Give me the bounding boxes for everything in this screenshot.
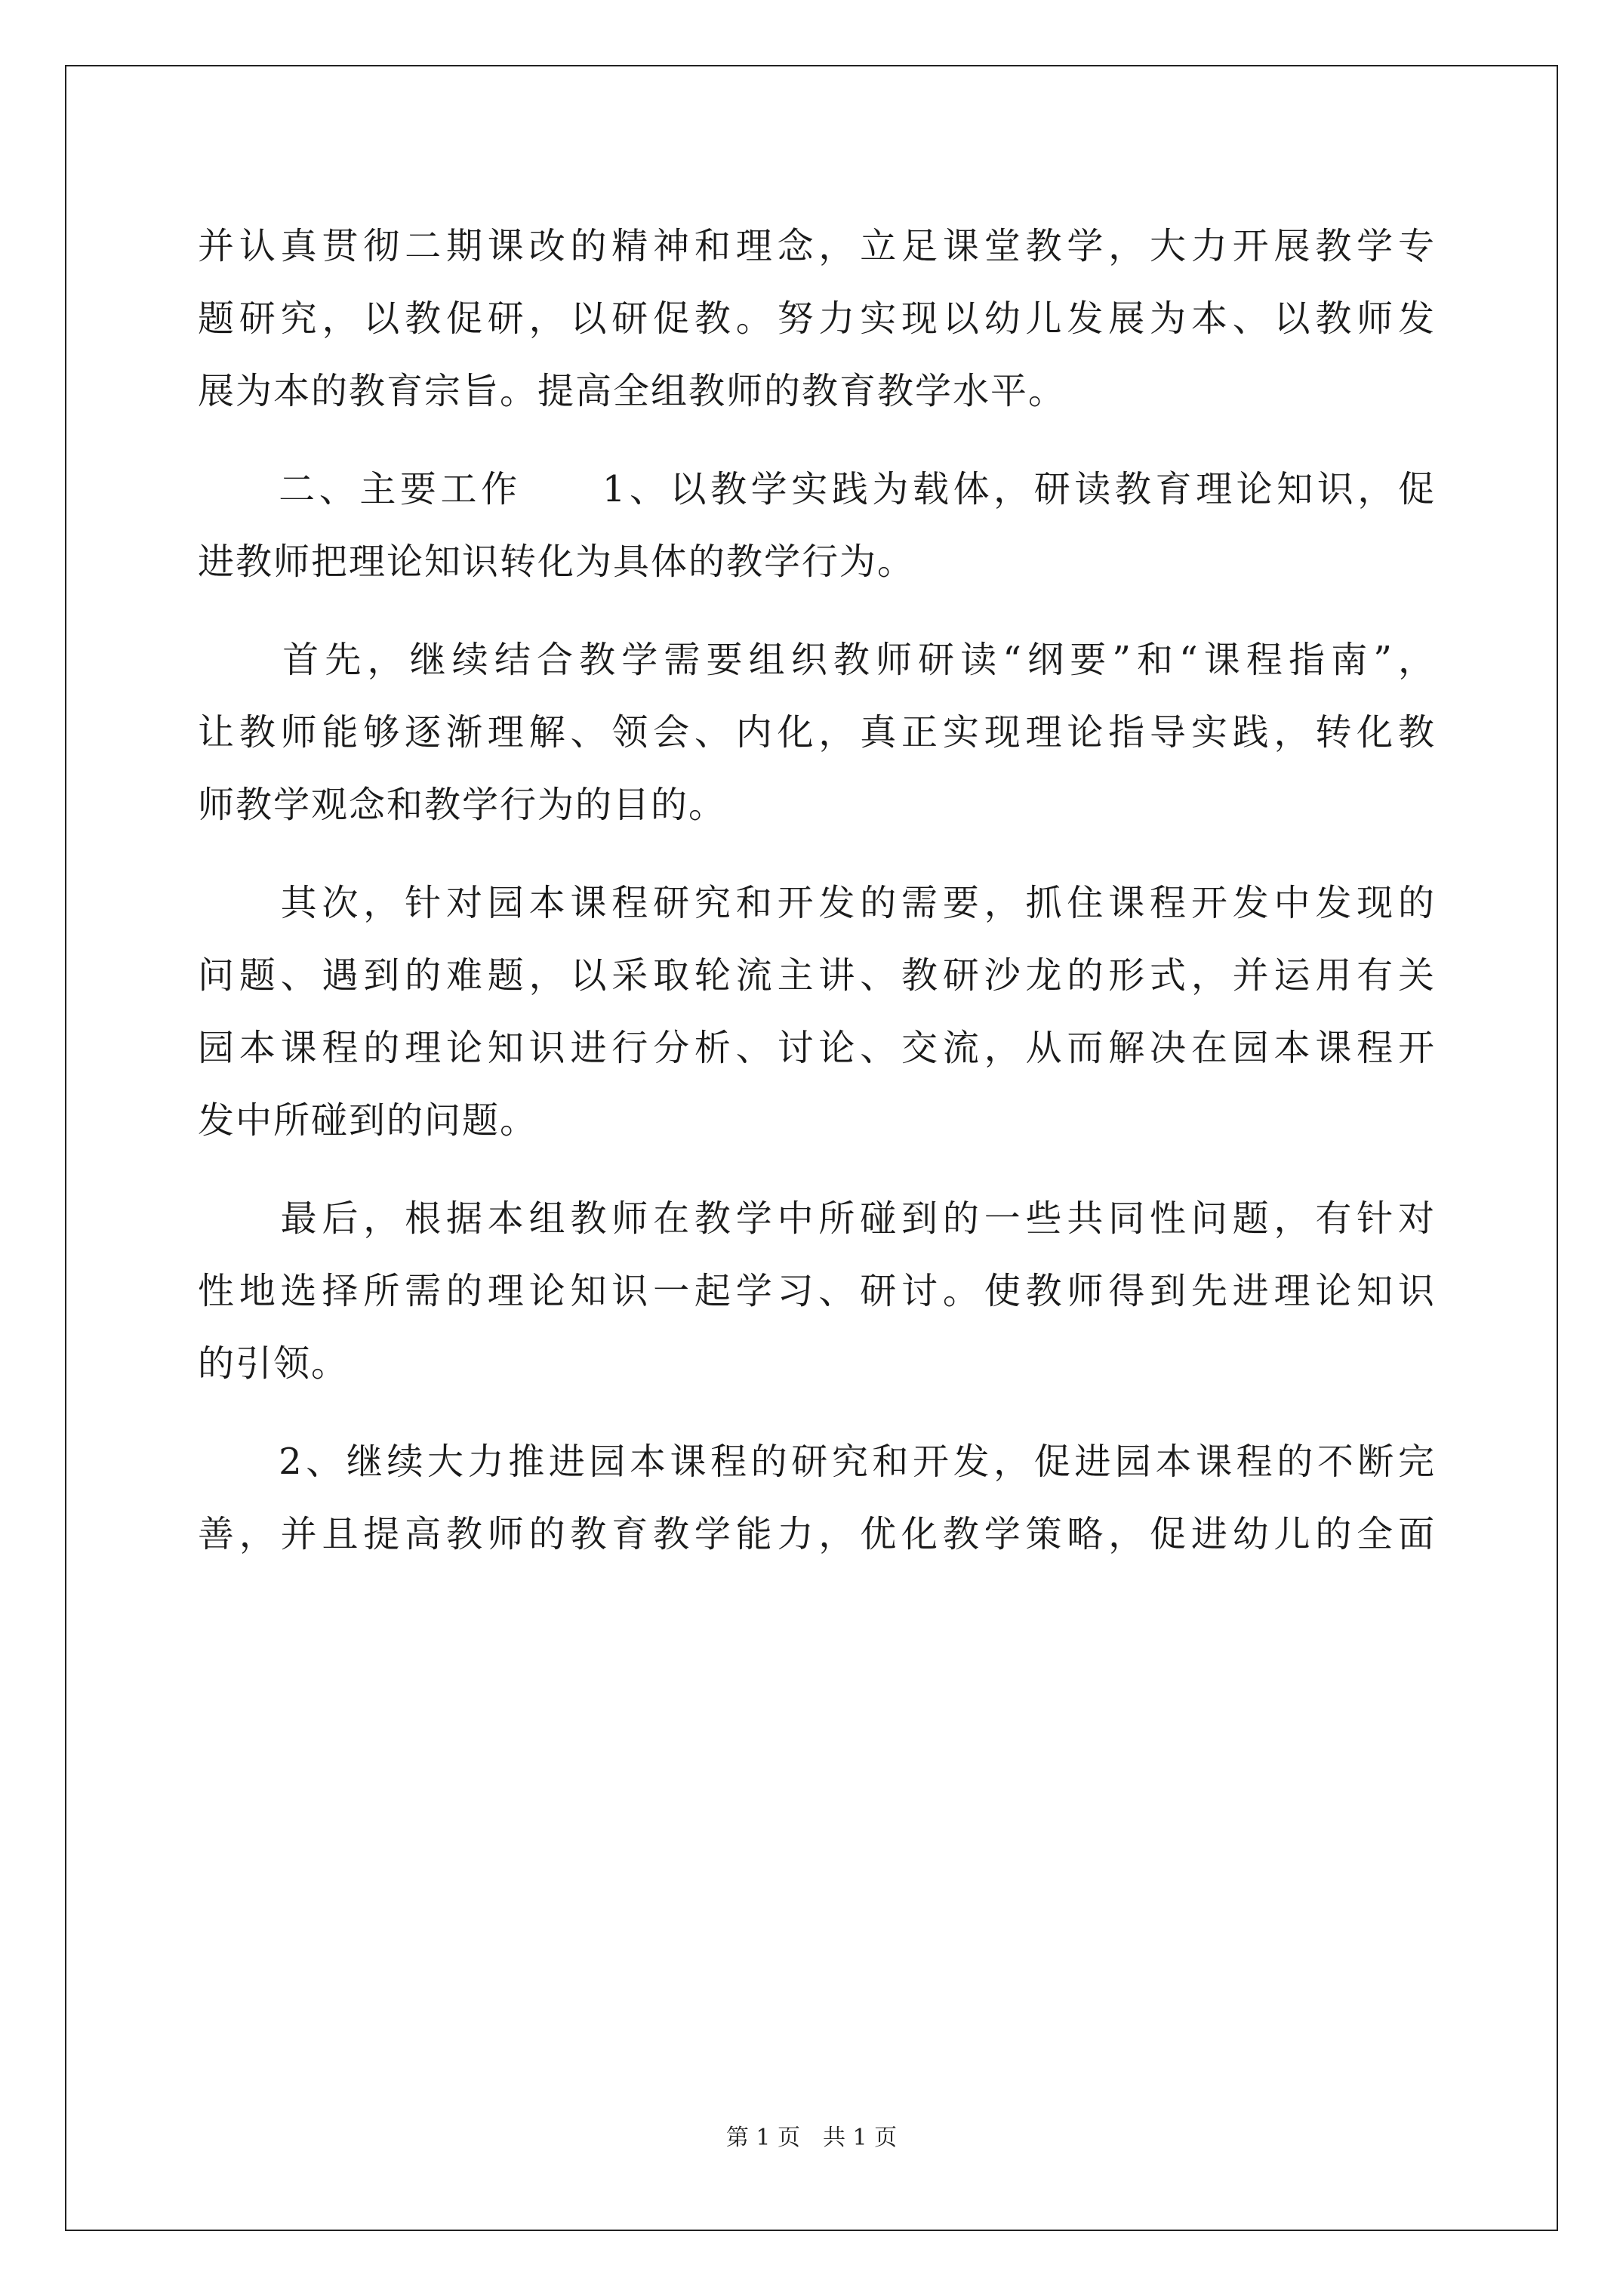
text-line: 性地选择所需的理论知识一起学习、研讨。使教师得到先进理论知识 bbox=[198, 1270, 1436, 1312]
text-line: 首先，继续结合教学需要组织教师研读“纲要”和“课程指南”， bbox=[198, 639, 1436, 681]
text-line: 并认真贯彻二期课改的精神和理念，立足课堂教学，大力开展教学专 bbox=[198, 225, 1436, 267]
text-line: 进教师把理论知识转化为具体的教学行为。 bbox=[198, 541, 916, 583]
text-line: 展为本的教育宗旨。提高全组教师的教育教学水平。 bbox=[198, 370, 1067, 412]
text-line: 园本课程的理论知识进行分析、讨论、交流，从而解决在园本课程开 bbox=[198, 1027, 1436, 1069]
text-line: 发中所碰到的问题。 bbox=[198, 1099, 538, 1142]
text-line: 的引领。 bbox=[198, 1342, 350, 1385]
text-line: 师教学观念和教学行为的目的。 bbox=[198, 784, 727, 826]
text-line: 问题、遇到的难题，以采取轮流主讲、教研沙龙的形式，并运用有关 bbox=[198, 954, 1436, 997]
text-line: 2、继续大力推进园本课程的研究和开发，促进园本课程的不断完 bbox=[198, 1441, 1436, 1483]
text-line: 二、主要工作 1、以教学实践为载体，研读教育理论知识，促 bbox=[198, 468, 1436, 510]
text-line: 其次，针对园本课程研究和开发的需要，抓住课程开发中发现的 bbox=[198, 882, 1436, 924]
text-line: 题研究，以教促研，以研促教。努力实现以幼儿发展为本、以教师发 bbox=[198, 297, 1436, 340]
text-line: 善，并且提高教师的教育教学能力，优化教学策略，促进幼儿的全面 bbox=[198, 1513, 1436, 1555]
text-line: 让教师能够逐渐理解、领会、内化，真正实现理论指导实践，转化教 bbox=[198, 711, 1436, 754]
text-line: 最后，根据本组教师在教学中所碰到的一些共同性问题，有针对 bbox=[198, 1197, 1436, 1240]
page-number-footer: 第 1 页 共 1 页 bbox=[725, 2125, 898, 2151]
